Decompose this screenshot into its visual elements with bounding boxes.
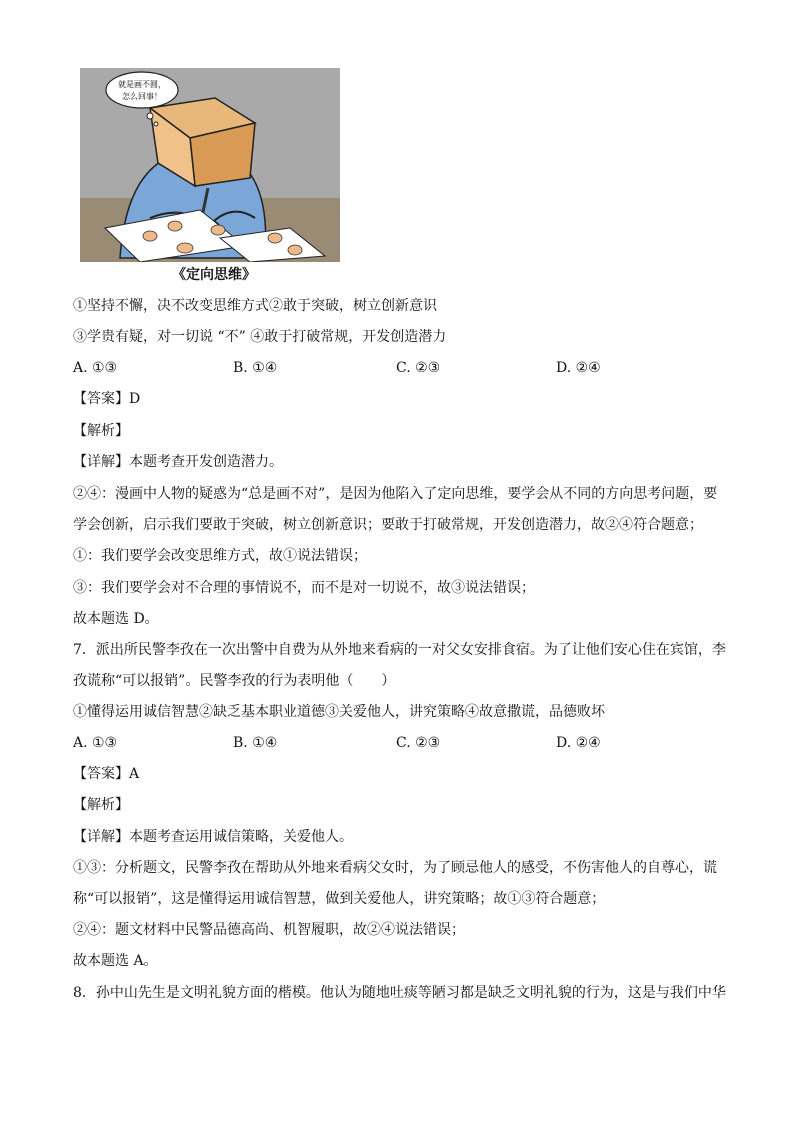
cartoon-figure bbox=[80, 68, 340, 262]
q7-option-b: B. ①④ bbox=[233, 735, 278, 751]
q6-analysis-label: 【解析】 bbox=[73, 423, 129, 439]
q7-explanation-3: ②④：题文材料中民警品德高尚、机智履职，故②④说法错误； bbox=[73, 922, 465, 938]
q6-explanation-2: 学会创新，启示我们要敢于突破，树立创新意识；要敢于打破常规，开发创造潜力，故②④符合题意； bbox=[73, 517, 703, 533]
q6-option-c: C. ②③ bbox=[396, 360, 441, 376]
q7-answer: 【答案】A bbox=[73, 766, 140, 782]
q6-explanation-3: ①：我们要学会改变思维方式，故①说法错误； bbox=[73, 548, 367, 564]
q6-answer: 【答案】D bbox=[73, 391, 141, 407]
q7-analysis-label: 【解析】 bbox=[73, 797, 129, 813]
bubble-line-1: 就是画不圆， bbox=[118, 80, 166, 89]
q6-conclusion: 故本题选 D。 bbox=[73, 611, 159, 627]
bubble-line-2: 怎么回事！ bbox=[122, 92, 162, 101]
q6-option-a: A. ①③ bbox=[73, 360, 118, 376]
q7-stem-2: 孜谎称“可以报销”。民警李孜的行为表明他（ ） bbox=[73, 673, 396, 689]
q7-option-c: C. ②③ bbox=[396, 735, 441, 751]
q7-option-a: A. ①③ bbox=[73, 735, 118, 751]
q7-explanation-1: ①③：分析题文，民警李孜在帮助从外地来看病父女时，为了顾忌他人的感受，不伤害他人的自尊心，谎 bbox=[73, 860, 717, 876]
q6-choices-line-2: ③学贵有疑，对一切说 “不” ④敢于打破常规，开发创造潜力 bbox=[73, 329, 447, 345]
figure-caption: 《定向思维》 bbox=[172, 267, 256, 283]
q6-explanation-1: ②④：漫画中人物的疑惑为“总是画不对”，是因为他陷入了定向思维，要学会从不同的方向思考问题，要 bbox=[73, 486, 718, 502]
q6-detail: 【详解】本题考查开发创造潜力。 bbox=[73, 454, 283, 470]
q8-stem-1: 8．孙中山先生是文明礼貌方面的楷模。他认为随地吐痰等陋习都是缺乏文明礼貌的行为，这是与我们中华 bbox=[73, 985, 726, 1001]
q7-option-d: D. ②④ bbox=[556, 735, 601, 751]
q7-detail: 【详解】本题考查运用诚信策略，关爱他人。 bbox=[73, 829, 353, 845]
q6-choices-line-1: ①坚持不懈，决不改变思维方式②敢于突破，树立创新意识 bbox=[73, 298, 437, 314]
q6-option-d: D. ②④ bbox=[556, 360, 601, 376]
q7-conclusion: 故本题选 A。 bbox=[73, 953, 158, 969]
q6-option-b: B. ①④ bbox=[233, 360, 278, 376]
q7-explanation-2: 称“可以报销”，这是懂得运用诚信智慧，做到关爱他人，讲究策略；故①③符合题意； bbox=[73, 891, 606, 907]
q7-choices: ①懂得运用诚信智慧②缺乏基本职业道德③关爱他人，讲究策略④故意撒谎，品德败坏 bbox=[73, 704, 605, 720]
q7-stem-1: 7．派出所民警李孜在一次出警中自费为从外地来看病的一对父女安排食宿。为了让他们安心住在宾馆，李 bbox=[73, 642, 726, 658]
q6-explanation-4: ③：我们要学会对不合理的事情说不，而不是对一切说不，故③说法错误； bbox=[73, 580, 535, 596]
